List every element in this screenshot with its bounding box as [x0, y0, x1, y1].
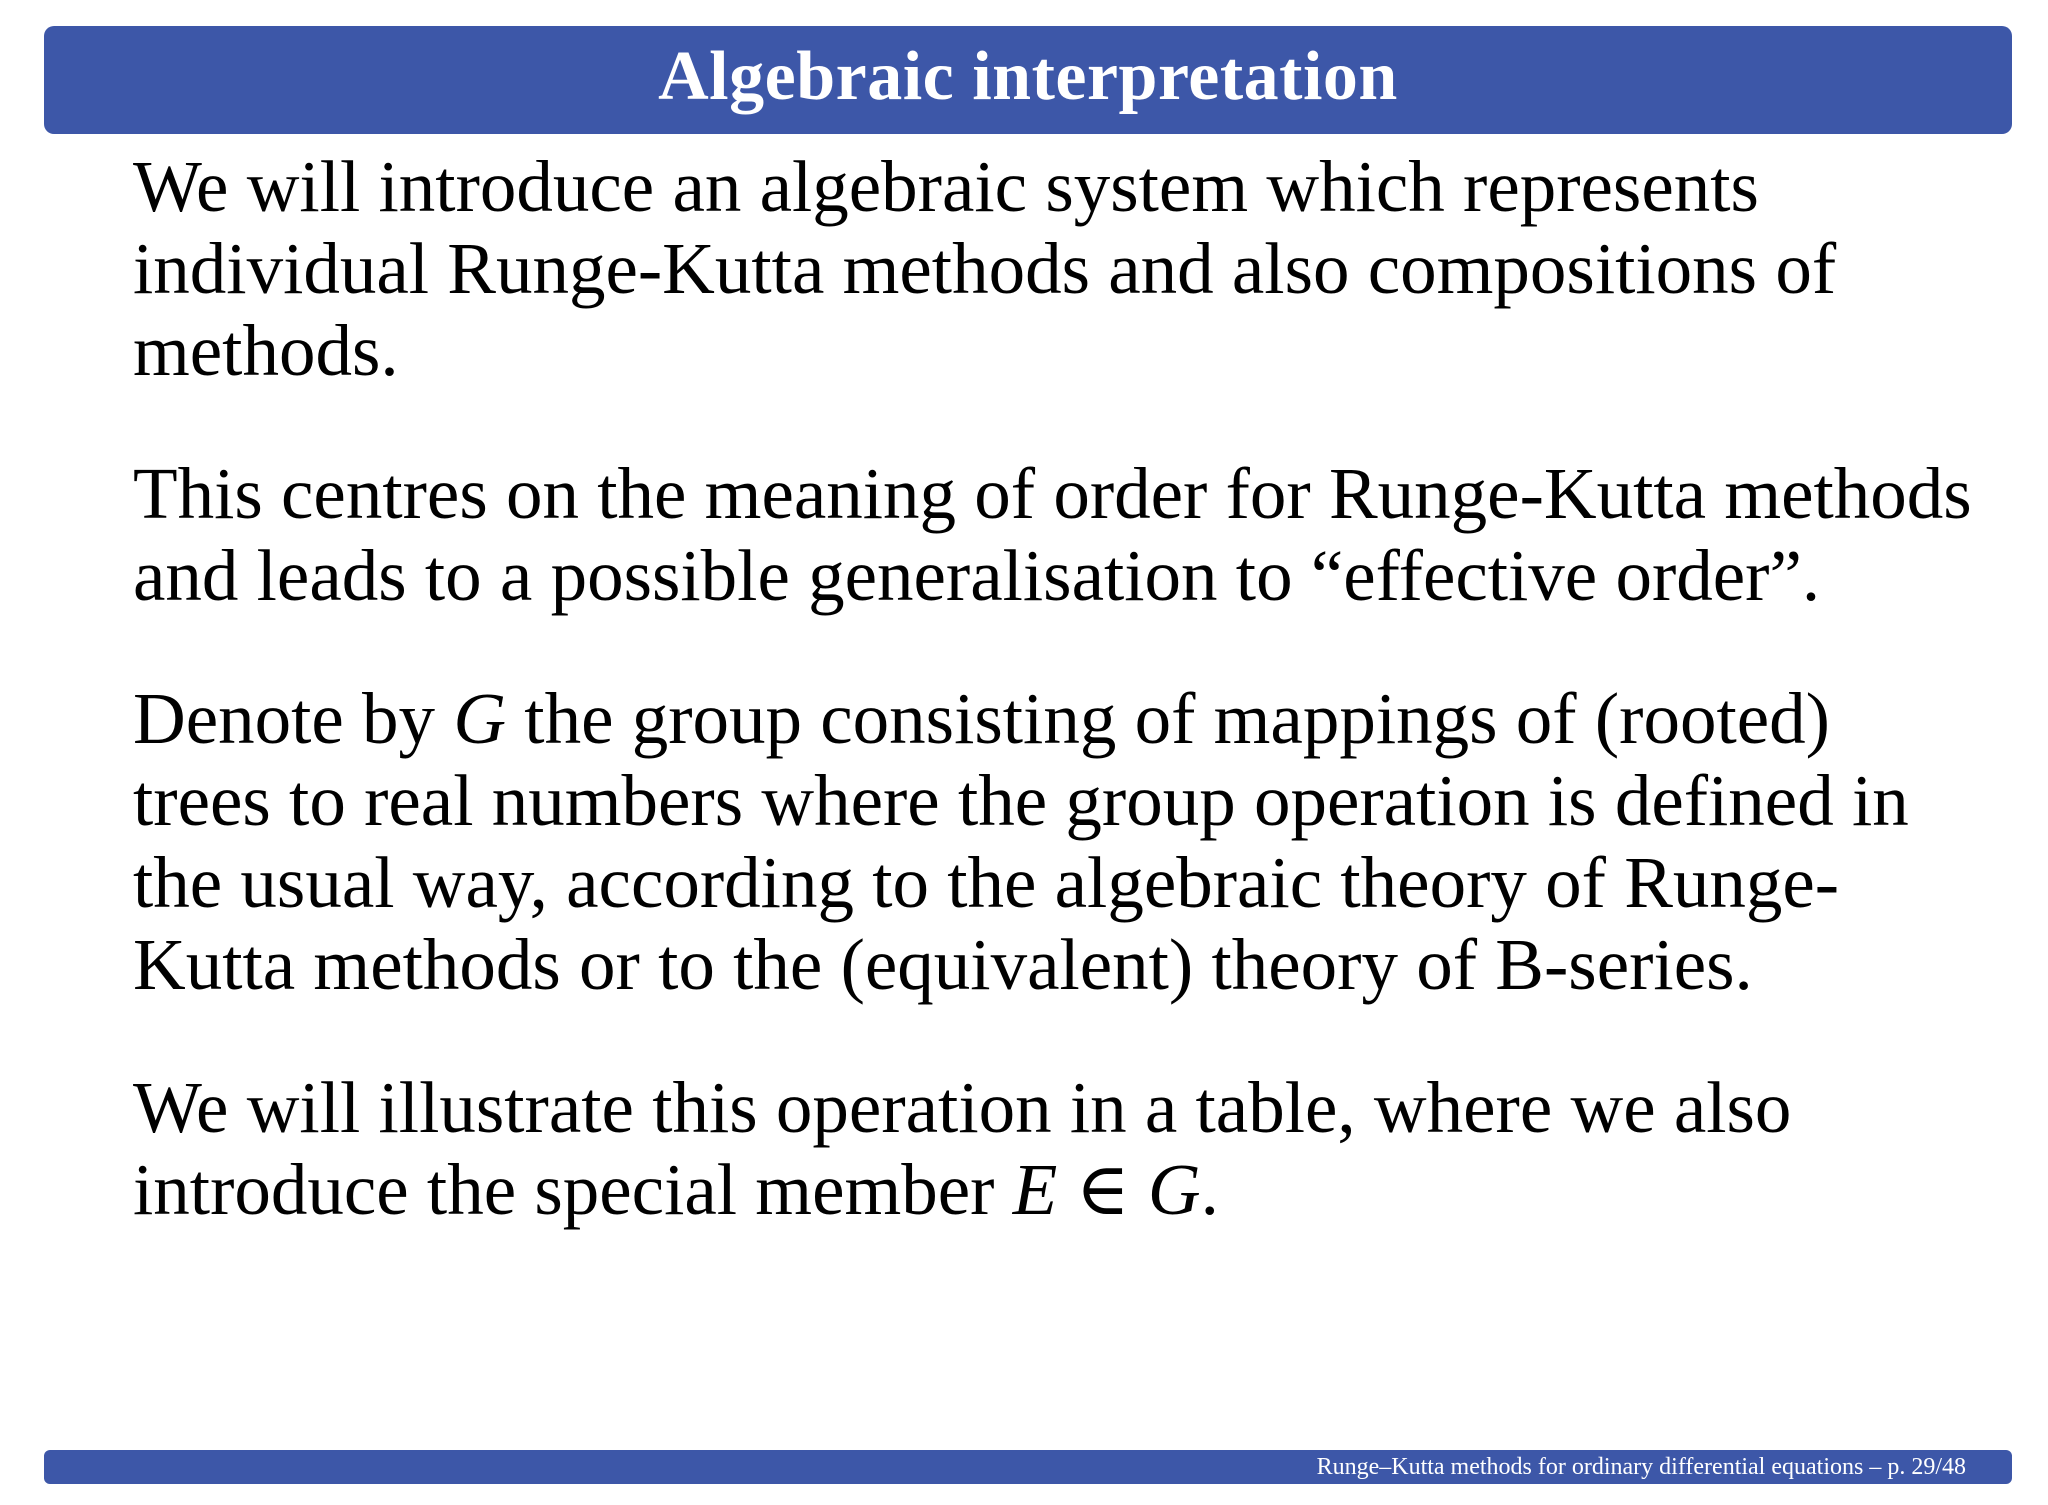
paragraph-group — [133, 678, 1973, 1006]
paragraph-intro: We will introduce an algebraic system which represents individual Runge-Kutta methods and also compositions of methods. — [133, 146, 1837, 391]
slide-content — [133, 146, 1973, 1231]
math-group-g-2: G — [1147, 1149, 1201, 1230]
paragraph-order: This centres on the meaning of order for Runge-Kutta methods and leads to a possible generalisation to “effective order”. — [133, 453, 1972, 616]
paragraph-illustrate-before: We will illustrate this operation in a table, where we also introduce the special member — [133, 1067, 1792, 1230]
math-group-g: G — [453, 678, 507, 759]
paragraph-illustrate — [133, 1067, 1973, 1231]
paragraph-group-after: the group consisting of mappings of (rooted) trees to real numbers where the group operation is defined in the usual way, according to the algebraic theory of Runge-Kutta methods or to the (equivalent) theory of B-series. — [133, 678, 1909, 1005]
footer-bar — [44, 1450, 2012, 1484]
slide-title: Algebraic interpretation — [658, 38, 1398, 115]
paragraph-group-before: Denote by — [133, 678, 454, 759]
title-bar — [44, 26, 2012, 134]
math-element-of: ∈ — [1057, 1149, 1148, 1230]
paragraph-illustrate-after: . — [1200, 1149, 1219, 1230]
math-member-e: E — [1012, 1149, 1058, 1230]
footer-text: Runge–Kutta methods for ordinary differential equations – p. 29/48 — [1316, 1454, 1966, 1480]
